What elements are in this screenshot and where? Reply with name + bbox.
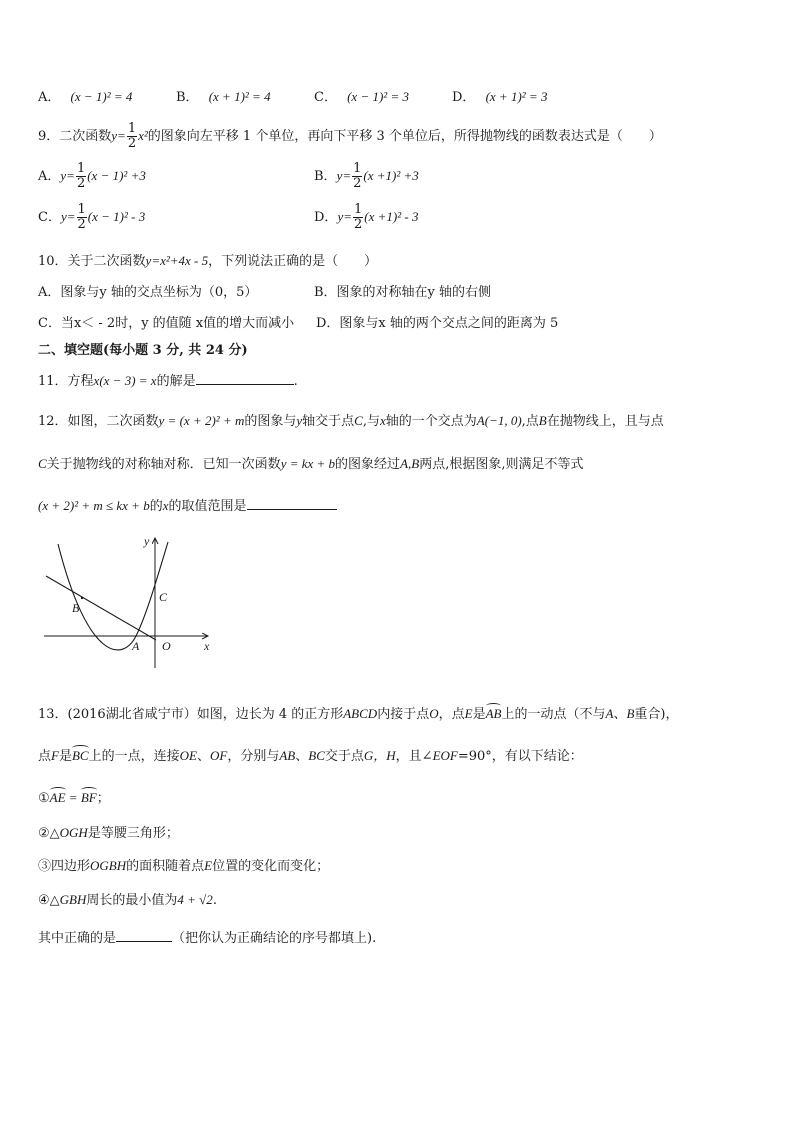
conclusion-number: ③ [38,859,52,874]
q9-option-a [38,162,146,191]
q8-option-a-expr: (x − 1)² = 4 [70,89,133,104]
q13-text: 周长的最小值为 [86,893,178,908]
q9-option-c-tail: (x − 1)² - 3 [87,209,146,224]
q13-var: OGBH [90,858,127,873]
q13-text: =90°，有以下结论： [457,749,583,764]
label-b: B [72,601,80,615]
q10-option-b: B．图象的对称轴在y 轴的右侧 [314,285,492,300]
q12-var: B [538,413,547,428]
q13-text: 是 [58,749,72,764]
q13-text: 位置的变化而变化； [212,859,330,874]
equals-sign: = [65,790,81,805]
label-y: y [144,534,150,548]
q11-prefix: 11．方程 [38,374,94,389]
q12-line1 [38,410,664,429]
q12-line3 [38,495,337,514]
q9-option-d-frac-den: 2 [353,217,363,232]
q11-suffix: 的解是 [156,374,196,389]
q9-option-d-label: D． [314,210,338,225]
q8-option-c-label: C． [314,90,337,105]
label-c: C [159,590,168,604]
q9-y-eq: y= [111,128,126,143]
linear-function-line [46,576,156,640]
q9-option-d-frac-num: 1 [353,202,363,217]
q8-option-d [452,86,547,105]
q12-line2 [38,453,583,472]
q13-text: 13．(2016湖北省咸宁市）如图，边长为 4 的正方形 [38,707,344,722]
q12-text: 的图象与 [244,414,297,429]
q13-var: AB [279,748,296,763]
q13-var: O [429,706,439,721]
arc-ae: AE [49,790,66,805]
q9-stem [38,122,662,151]
q13-var: EOF [432,748,458,763]
q9-option-b-frac [352,162,362,191]
q8-option-d-expr: (x + 1)² = 3 [485,89,548,104]
q12-text: 12．如图，二次函数 [38,414,159,429]
q9-option-a-frac-den: 2 [76,176,86,191]
q13-var: E [204,858,213,873]
q9-option-d-tail: (x +1)² - 3 [364,209,419,224]
q10-stem [38,250,377,269]
q13-text: 的面积随着点 [126,859,205,874]
q13-text: ； [96,791,110,806]
q10-stem-suffix: ，下列说法正确的是（ ） [208,254,378,269]
q13-var: OE [179,748,197,763]
label-x: x [204,639,210,653]
conclusion-number: ② [38,826,50,841]
label-a: A [132,639,140,653]
q10-stem-prefix: 10．关于二次函数 [38,254,146,269]
point-b-marker [81,597,83,599]
q9-frac-den: 2 [127,136,137,151]
q13-text: ，点 [438,707,465,722]
q13-text: 内接于点 [377,707,430,722]
q12-var: x [379,413,386,428]
q13-var: OF [209,748,228,763]
q10-option-c: C．当x＜ - 2时，y 的值随 x值的增大而减小 [38,316,295,331]
q12-figure [38,532,218,672]
q9-option-c-frac-num: 1 [77,202,86,217]
q8-options [38,86,132,105]
q9-option-c-y: y= [60,209,76,224]
q9-option-a-y: y= [60,168,75,183]
q13-text: 四边形 [51,859,91,874]
q12-var: A,B [400,456,420,471]
q12-text: 在抛物线上，且与点 [546,414,664,429]
q13-var: GBH [59,892,87,907]
q8-option-c-expr: (x − 1)² = 3 [347,89,409,104]
label-o: O [162,639,171,653]
q9-option-b-y: y= [336,168,352,183]
q8-option-b [176,86,271,105]
q13-text: ，且∠ [395,749,433,764]
q9-option-d [314,203,418,232]
triangle-symbol: △ [49,893,60,908]
q8-option-d-label: D． [452,90,476,105]
q9-x2: x² [138,128,148,143]
q9-stem-prefix: 9．二次函数 [38,129,112,144]
q13-var: F [51,748,59,763]
arc-bf: BF [80,790,97,805]
q13-line2 [38,745,583,764]
q13-line1 [38,703,678,722]
q13-text: 上的一动点（不与 [501,707,606,722]
q10-expr: y=x²+4x - 5 [145,253,209,268]
triangle-symbol: △ [49,826,60,841]
q12-text: 的 [149,499,163,514]
q13-var: ABCD [343,706,378,721]
q13-text: ，分别与 [227,749,280,764]
q9-option-d-y: y= [337,209,352,224]
q13-conclusion-1 [38,787,110,806]
conclusion-number: ① [38,791,50,806]
q11-answer-blank[interactable] [196,372,294,385]
q13-var: OGH [59,825,88,840]
q13-var: A [605,706,614,721]
q12-expr: y = kx + b [280,456,336,471]
arc-bc: BC [71,748,89,763]
q13-text: 上的一点，连接 [88,749,180,764]
q11-expr: x(x − 3) = x [93,373,157,388]
q12-text: 两点,根据图象,则满足不等式 [419,457,584,472]
q13-text: 是 [472,707,486,722]
q13-conclusion-3 [38,855,329,874]
arc-ab: AB [485,706,502,721]
q9-option-b-tail: (x +1)² +3 [363,168,419,183]
q13-var: B [626,706,635,721]
q9-option-c [38,203,145,232]
q9-option-b-frac-den: 2 [353,176,362,191]
q10-option-d: D．图象与x 轴的两个交点之间的距离为 5 [316,316,559,331]
q12-text: 的图象经过 [335,457,401,472]
q12-text: 的取值范围是 [168,499,247,514]
q13-text: 交于点 [324,749,364,764]
q13-text: 是等腰三角形； [87,826,179,841]
q8-option-a-label: A． [38,90,61,105]
q13-answer-blank[interactable] [116,929,172,942]
q13-text: （把你认为正确结论的序号都填上). [172,931,377,946]
q12-var: C [354,413,363,428]
q12-answer-blank[interactable] [247,497,337,510]
q8-option-c [314,86,409,105]
q9-stem-suffix: 的图象向左平移 1 个单位，再向下平移 3 个单位后，所得抛物线的函数表达式是（ ） [147,129,662,144]
q13-var: G，H [363,748,396,763]
q9-frac-num: 1 [127,121,137,136]
q9-option-a-frac-num: 1 [76,161,86,176]
q12-text: ,点 [521,414,539,429]
q12-text: 轴的一个交点为 [385,414,477,429]
q12-var: x [162,498,169,513]
q9-option-a-frac [76,162,86,191]
q13-text: 、 [613,707,627,722]
q9-option-b [314,162,419,191]
q12-var: y [296,413,303,428]
q9-option-a-tail: (x − 1)² +3 [87,168,146,183]
q13-final [38,927,376,946]
q9-option-b-label: B． [314,169,337,184]
q9-option-a-label: A． [38,169,61,184]
q13-var: E [464,706,473,721]
q13-conclusion-2 [38,822,179,841]
q13-conclusion-4 [38,889,217,908]
min-perimeter-value: 4 + √2 [177,892,213,907]
q12-var: C [38,456,47,471]
q13-text: 其中正确的是 [38,931,117,946]
q8-option-b-expr: (x + 1)² = 4 [208,89,271,104]
section-title-fill-in: 二、填空题(每小题 3 分, 共 24 分) [38,343,248,358]
q11-stem [38,370,298,389]
q12-text: 关于抛物线的对称轴对称．已知一次函数 [46,457,281,472]
q13-var: BC [308,748,325,763]
q9-option-c-frac [77,203,87,232]
q12-text: ,与 [362,414,380,429]
conclusion-number: ④ [38,893,50,908]
q8-option-b-label: B． [176,90,199,105]
q9-option-c-label: C． [38,210,61,225]
q9-fraction [127,122,137,151]
parabola-curve [58,542,168,650]
q11-end: . [293,374,298,389]
q12-expr: y = (x + 2)² + m [158,413,245,428]
q12-text: 轴交于点 [302,414,355,429]
q12-point-a: A(−1, 0) [476,413,522,428]
q9-option-b-frac-num: 1 [353,161,362,176]
q13-text: 重合)， [634,707,679,722]
q13-text: . [212,893,217,908]
q13-text: 、 [196,749,210,764]
q12-inequality: (x + 2)² + m ≤ kx + b [38,498,150,513]
q9-option-d-frac [353,203,363,232]
q13-text: 点 [38,749,52,764]
q9-option-c-frac-den: 2 [77,217,86,232]
q10-option-a: A．图象与y 轴的交点坐标为（0，5） [38,285,258,300]
q13-text: 、 [295,749,309,764]
